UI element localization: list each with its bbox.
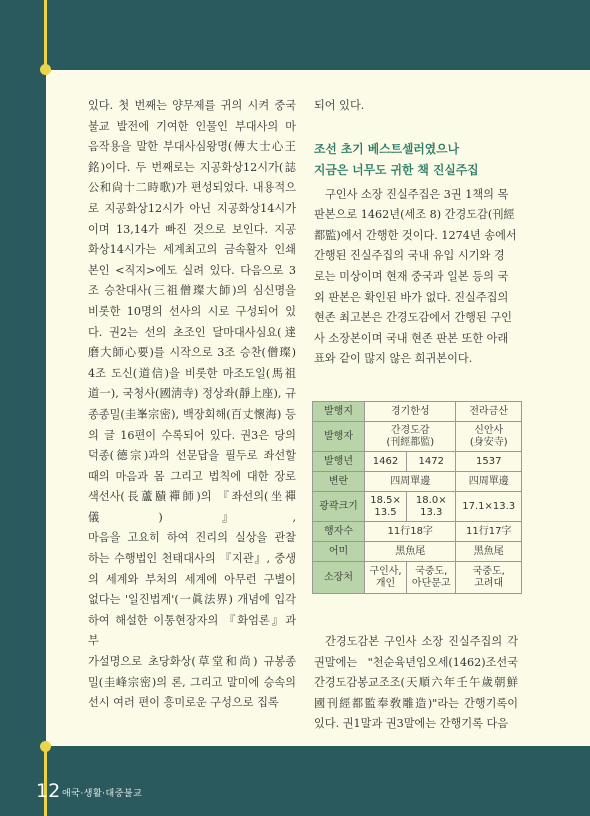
- right-text-line: 都監)에서 간행한 것이다. 1274년 송에서: [314, 228, 517, 242]
- left-frame: [0, 0, 46, 816]
- table-cell: 四周單邊: [456, 472, 522, 492]
- left-text-line: 하는 수행법인 천태대사의 『지관』, 중생: [88, 552, 296, 566]
- left-text-line: 종종밀(圭峯宗密), 백장회해(百丈懷海) 등: [88, 407, 296, 421]
- table-row: [313, 522, 522, 542]
- left-text-line: 4조 도신(道信)을 비롯한 마조도일(馬祖: [88, 366, 296, 380]
- table-row-label: 소장처: [313, 562, 365, 594]
- table-row-label: 광곽크기: [313, 492, 365, 522]
- top-guide-line: [44, 0, 47, 70]
- top-frame: [0, 0, 590, 70]
- right-text-line: 판본으로 1462년(세조 8) 간경도감(刊經: [314, 208, 515, 222]
- table-row: [313, 402, 522, 422]
- left-text-line: 밀(圭峰宗密)의 론, 그리고 말미에 승속의: [88, 675, 296, 689]
- closing-text-line: 간경도감봉교조조(天順六年壬午歲朝鮮: [314, 676, 518, 690]
- footer-label: 애국·생활·대중불교: [62, 789, 143, 799]
- table-row: [313, 542, 522, 562]
- left-text-line: 銘)이다. 두 번째로는 지공화상12시가(誌: [88, 160, 296, 174]
- left-text-line: 로 지공화상12시가 아닌 지공화상14시가: [88, 201, 296, 215]
- table-cell: 1537: [456, 452, 522, 472]
- subheading-line-1: 조선 초기 베스트셀러였으나: [314, 141, 459, 156]
- left-text-line: 비롯한 10명의 선사의 시로 구성되어 있: [88, 304, 296, 318]
- table-row-label: 어미: [313, 542, 365, 562]
- top-guide-dot: [40, 64, 51, 75]
- left-text-line: 磨大師心要)를 시작으로 3조 승찬(僧璨): [88, 346, 296, 360]
- closing-text-line: 간경도감본 구인사 소장 진실주집의 각: [325, 635, 518, 648]
- table-cell: 국중도, 고려대: [456, 562, 522, 594]
- left-text-line: 본인 <직지>에도 실려 있다. 다음으로 3: [88, 263, 296, 277]
- closing-paragraph: [314, 632, 518, 735]
- section-subheading: [314, 139, 518, 181]
- left-text-line: 조 승찬대사(三祖僧璨大師)의 심신명을: [88, 284, 296, 298]
- table-cell: 17.1×13.3: [456, 492, 522, 522]
- closing-text-line: 권말에는 "천순육년임오세(1462)조선국: [314, 655, 518, 669]
- table-cell: 11行18字: [365, 522, 456, 542]
- left-text-line: 道一), 국청사(國淸寺) 정상좌(靜上座), 규: [88, 387, 296, 401]
- table-cell: 18.5× 13.5: [365, 492, 407, 522]
- table-row-label: 변란: [313, 472, 365, 492]
- left-text-line: 음작용을 말한 부대사심왕명(傅大士心王: [88, 140, 296, 154]
- closing-text-line: 있다. 권1말과 권3말에는 간행기록 다음: [314, 717, 509, 731]
- right-text-line: 표와 같이 많지 않은 희귀본이다.: [314, 352, 473, 366]
- table-cell: 간경도감 (刊經都監): [365, 422, 456, 452]
- table-row-label: 발행년: [313, 452, 365, 472]
- table-cell: 黑魚尾: [365, 542, 456, 562]
- left-text-line: 公和尙十二時歌)가 편성되었다. 내용적으: [88, 181, 296, 195]
- table-row: [313, 472, 522, 492]
- left-text-line: 색선사(長蘆賾禪師)의 『좌선의(坐禪儀)』,: [88, 490, 296, 524]
- left-text-line: 이며 13,14가 빠진 것으로 보인다. 지공: [88, 222, 296, 236]
- table-cell: 전라금산: [456, 402, 522, 422]
- table-row-label: 발행지: [313, 402, 365, 422]
- right-text-line: 간행된 진실주집의 국내 유입 시기와 경: [314, 249, 505, 263]
- left-column: [88, 96, 296, 714]
- bottom-guide-dot: [40, 741, 51, 752]
- left-text-line: 있다. 첫 번째는 양무제를 귀의 시켜 중국: [88, 99, 296, 112]
- table-cell: 1462: [365, 452, 407, 472]
- left-text-line: 하여 해설한 이통현장자의 『화엄론』과 부: [88, 613, 296, 648]
- table-row-label: 행자수: [313, 522, 365, 542]
- bottom-frame: [0, 746, 590, 816]
- right-column: [314, 96, 518, 370]
- table-cell: 경기한성: [365, 402, 456, 422]
- left-text-line: 때의 마음과 몸 그리고 법칙에 대한 장로: [88, 469, 296, 483]
- right-text-line: 로는 미상이며 현재 중국과 일본 등의 국: [314, 269, 509, 283]
- right-paragraph: [314, 185, 518, 370]
- table-row: [313, 452, 522, 472]
- left-text-line: 없다는 '일진법계'(一眞法界) 개념에 입각: [88, 593, 296, 607]
- right-text-line: 사 소장본이며 국내 현존 판본 또한 아래: [314, 331, 509, 345]
- table-row: [313, 422, 522, 452]
- table-cell: 18.0× 13.3: [407, 492, 456, 522]
- table-cell: 구인사, 개인: [365, 562, 407, 594]
- table-cell: 국중도, 아단문고: [407, 562, 456, 594]
- table-row: [313, 492, 522, 522]
- right-text-line: 외 판본은 확인된 바가 없다. 진실주집의: [314, 290, 509, 304]
- subheading-line-2: 지금은 너무도 귀한 책 진실주집: [314, 162, 479, 177]
- left-text-line: 의 글 16편이 수록되어 있다. 권3은 당의: [88, 428, 296, 442]
- left-text-line: 선시 여러 편이 흥미로운 구성으로 집록: [88, 696, 279, 710]
- right-intro: 되어 있다.: [314, 99, 365, 112]
- table-cell: 四周單邊: [365, 472, 456, 492]
- table-cell: 신안사 (身安寺): [456, 422, 522, 452]
- right-text-line: 구인사 소장 진실주집은 3권 1책의 목: [325, 187, 509, 201]
- left-text-line: 불교 발전에 기여한 인물인 부대사의 마: [88, 119, 296, 133]
- table-cell: 1472: [407, 452, 456, 472]
- left-text-line: 화상14시가는 세계최고의 금속활자 인쇄: [88, 243, 296, 257]
- left-text-line: 가설명으로 초당화상(草堂和尚) 규봉종: [88, 655, 296, 669]
- page-number: 12: [36, 780, 61, 802]
- left-text-line: 다. 권2는 선의 초조인 달마대사심요(達: [88, 325, 296, 339]
- left-text-line: 덕종(德宗)과의 선문답을 필두로 좌선할: [88, 449, 296, 463]
- left-text-line: 마음을 고요히 하여 진리의 실상을 관찰: [88, 531, 296, 545]
- left-text-line: 의 세계와 부처의 세계에 아무런 구별이: [88, 572, 296, 586]
- table-cell: 11行17字: [456, 522, 522, 542]
- table-row: [313, 562, 522, 594]
- right-text-line: 현존 최고본은 간경도감에서 간행된 구인: [314, 311, 512, 325]
- edition-table: [312, 401, 522, 594]
- table-cell: 黑魚尾: [456, 542, 522, 562]
- table-row-label: 발행자: [313, 422, 365, 452]
- closing-text-line: 國刊經都監奉敎雕造)"라는 간행기록이: [314, 696, 518, 710]
